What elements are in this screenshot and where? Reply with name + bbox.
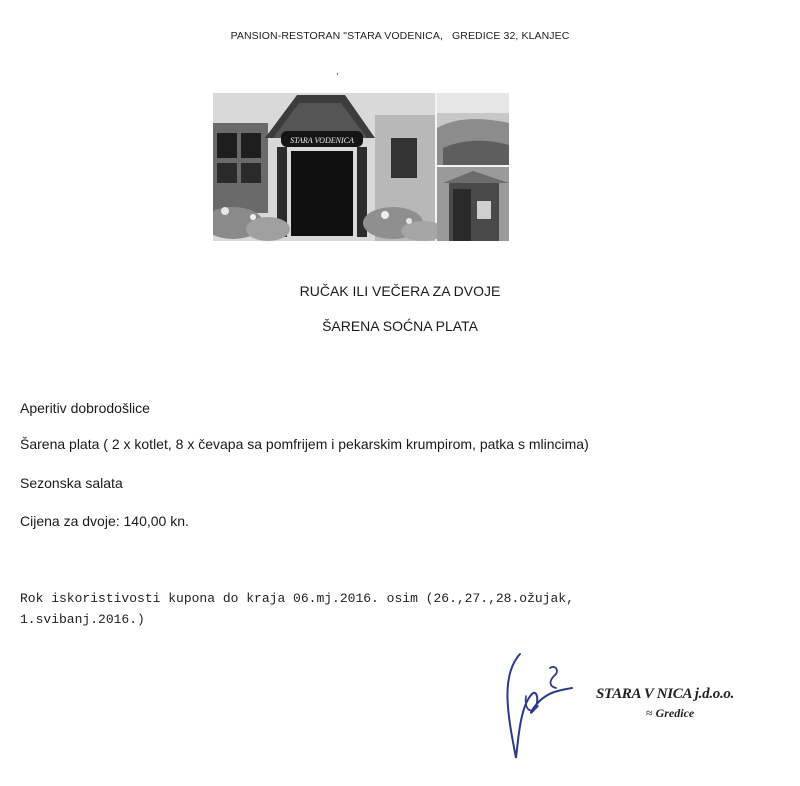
restaurant-photo-illustration xyxy=(213,93,509,241)
offer-subtitle: ŠARENA SOĆNA PLATA xyxy=(322,318,478,334)
menu-item: Šarena plata ( 2 x kotlet, 8 x čevapa sa pomfrijem i pekarskim krumpirom, patka s mlincima) xyxy=(20,436,589,452)
stamp-place: ≈ Gredice xyxy=(646,706,776,721)
offer-title: RUČAK ILI VEČERA ZA DVOJE xyxy=(299,283,501,299)
photo-sign-text: STARA VODENICA xyxy=(290,136,354,145)
signature-drawing xyxy=(490,646,600,766)
validity-line-1: Rok iskoristivosti kupona do kraja 06.mj.2016. osim (26.,27.,28.ožujak, xyxy=(20,591,574,606)
menu-item: Aperitiv dobrodošlice xyxy=(20,400,150,416)
validity-line-2: 1.svibanj.2016.) xyxy=(20,612,145,627)
menu-item: Sezonska salata xyxy=(20,475,123,491)
restaurant-address: GREDICE 32, KLANJEC xyxy=(452,30,570,42)
document-header xyxy=(0,30,800,42)
validity-note xyxy=(20,588,680,630)
handwritten-signature xyxy=(490,646,600,771)
stray-mark: , xyxy=(336,66,339,77)
price-line: Cijena za dvoje: 140,00 kn. xyxy=(20,513,189,529)
restaurant-photo xyxy=(213,93,509,241)
stamp-company: STARA V NICA j.d.o.o. xyxy=(596,686,735,702)
restaurant-name: PANSION-RESTORAN "STARA VODENICA, xyxy=(230,30,443,42)
company-stamp xyxy=(596,686,776,721)
